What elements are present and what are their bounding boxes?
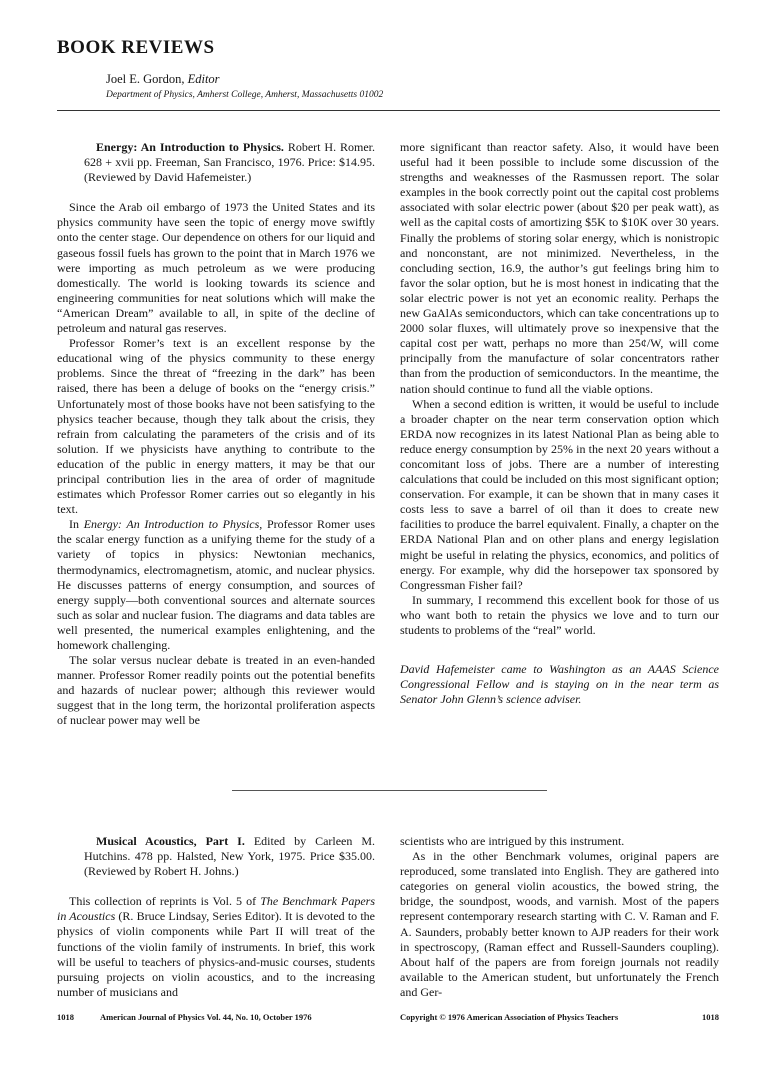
review1-paragraph: Since the Arab oil embargo of 1973 the United States and its physics community have seen the topic of energy move swiftly onto the center stage. Our dependence on others for our liquid and gaseous fossil fuels has grown to the point that in March 1976 we were importing as much petroleum as we were producing domestically. The world is looking towards its science and engineering communities for neat solutions which will make the “American Dream” available to all, in spite of the decline of petroleum and natural gas reserves. (57, 200, 375, 336)
header-rule (57, 110, 720, 111)
review1-paragraph: Professor Romer’s text is an excellent response by the educational wing of the physics community to these energy problems. Since the threat of “freezing in the dark” has been raised, there has been a deluge of books on the “energy crisis.” Unfortunately most of those books have not been satisfying to the physics teacher because, though they talk about the crisis, they refrain from calculating the parameters of the crisis and of its solution. If we physicists have anything to contribute to the education of the public in energy matters, it may be that our principal contribution lies in the area of order of magnitude estimates which Professor Romer carries out so elegantly in his text. (57, 336, 375, 517)
review1-paragraph: When a second edition is written, it would be useful to include a broader chapter on the near term conservation option which ERDA now recognizes in its latest National Plan as being able to reduce energy consumption by 25% in the next 20 years without a concomitant loss of jobs. There are a number of interesting calculations that could be included on this most significant option; conservation. For example, it can be shown that in many cases it costs less to save a barrel of oil than it does to create new facilities to produce the barrel equivalent. Finally, a chapter on the ERDA National Plan and on other plans and energy legislation might be useful in relating the physics, economics, and politics of energy. For example, why did the horsepower tax sponsored by Congressman Fisher fail? (400, 396, 719, 592)
page-number-right: 1018 (702, 1012, 719, 1022)
review1-heading (57, 140, 375, 185)
section-title: BOOK REVIEWS (57, 37, 215, 58)
review1-paragraph: more significant than reactor safety. Also, it would have been useful had it been possible to include some discussion of the strengths and weaknesses of the Rasmussen report. The solar examples in the book correctly point out the capital cost problems associated with solar electric power (about $20 per peak watt), as well as the capital costs of amortizing $5K to $10K over 30 years. Finally the problems of storing solar energy, which is nonistropic and nonconstant, are not minimized. Nevertheless, in the concluding section, 16.9, the author’s gut feelings bring him to favor the solar option, but he is most honest in indicating that the solar electric power is not yet an economic reality. Perhaps the new GaAlAs semiconductors, which can take concentrations up to 2000 solar fluxes, will ultimately prove so inexpensive that the capital cost per watt, perhaps no more than 25¢/W, will come principally from the manufacture of solar concentrators rather than from the production of semiconductors. In the meantime, the nation should continue to fund all the viable options. (400, 140, 719, 396)
review2-citation: Edited by Carleen M. Hutchins. 478 pp. Halsted, New York, 1975. Price $35.00. (Reviewed by Robert H. Johns.) (84, 834, 376, 879)
review1-paragraph: The solar versus nuclear debate is treated in an even-handed manner. Professor Romer readily points out the potential benefits and hazards of nuclear power; although this reviewer would suggest that in the long term, the horizontal proliferation aspects of nuclear power may well be (57, 653, 375, 728)
review2-paragraph (57, 894, 375, 1000)
review1-p3-rest: Professor Romer uses the scalar energy function as a unifying theme for the study of a variety of topics in physics: Newtonian mechanics, thermodynamics, electromagnetism, atomic, and nuclear physics. He discusses patterns of energy consumption, and sources of energy supply—both conventional sources and alternate sources such as solar and nuclear fusion. The diagrams and data tables are well presented, the numerical examples enlightening, and the homework challenging. (57, 517, 376, 652)
review2-heading (57, 834, 375, 879)
review1-right-column (400, 140, 719, 707)
copyright-notice: Copyright © 1976 American Association of Physics Teachers (400, 1012, 619, 1022)
review2-series-title: The Benchmark Papers in Acoustics (57, 894, 376, 924)
review1-p3-title: Energy: An Introduction to Physics, (83, 517, 263, 532)
footer-left (57, 1012, 312, 1022)
journal-citation: American Journal of Physics Vol. 44, No. 10, October 1976 (100, 1012, 312, 1022)
editor-name: Joel E. Gordon, (106, 72, 185, 86)
review1-book-title: Energy: An Introduction to Physics. (96, 140, 284, 154)
review2-paragraph: scientists who are intrigued by this instrument. (400, 834, 625, 848)
review1-citation: Robert H. Romer. 628 + xvii pp. Freeman, San Francisco, 1976. Price: $14.95. (Reviewed by David Hafemeister.) (84, 140, 376, 185)
review2-p1-prefix: This collection of reprints is Vol. 5 of (69, 894, 257, 909)
review1-paragraph (57, 517, 375, 653)
editor-department: Department of Physics, Amherst College, Amherst, Massachusetts 01002 (106, 90, 384, 100)
review2-right-column (400, 834, 719, 1000)
review1-p3-prefix: In (69, 517, 79, 532)
editor-line (106, 72, 220, 87)
review1-left-column (57, 140, 375, 729)
reviewer-note: David Hafemeister came to Washington as an AAAS Science Congressional Fellow and is staying on in the near term as Senator John Glenn’s science adviser. (400, 662, 719, 707)
page-number-left: 1018 (57, 1012, 74, 1022)
review2-paragraph: As in the other Benchmark volumes, original papers are reproduced, some translated into English. They are gathered into categories on general violin acoustics, the bowed string, the bridge, the soundpost, woods, and varnish. Most of the papers represent contemporary research starting with C. V. Raman and F. A. Saunders, probably better known to AJP readers for their work in spectroscopy, (Raman effect and Russell-Saunders coupling). About half of the papers are from foreign journals not readily available to the American student, but unfortunately the French and Ger- (400, 849, 719, 999)
review-separator (232, 790, 547, 791)
review2-book-title: Musical Acoustics, Part I. (96, 834, 245, 848)
editor-role: Editor (187, 72, 220, 86)
review2-left-column (57, 834, 375, 1000)
review1-paragraph: In summary, I recommend this excellent book for those of us who want both to retain the physics we love and to turn our students to problems of the “real” world. (400, 592, 719, 637)
review2-p1-rest: (R. Bruce Lindsay, Series Editor). It is devoted to the physics of violin components while Part II will treat of the functions of the violin family of instruments. In brief, this work will be useful to teachers of physics-and-music courses, students pursuing projects on violin acoustics, and to the increasing number of musicians and (57, 909, 375, 999)
footer-right (400, 1012, 719, 1022)
